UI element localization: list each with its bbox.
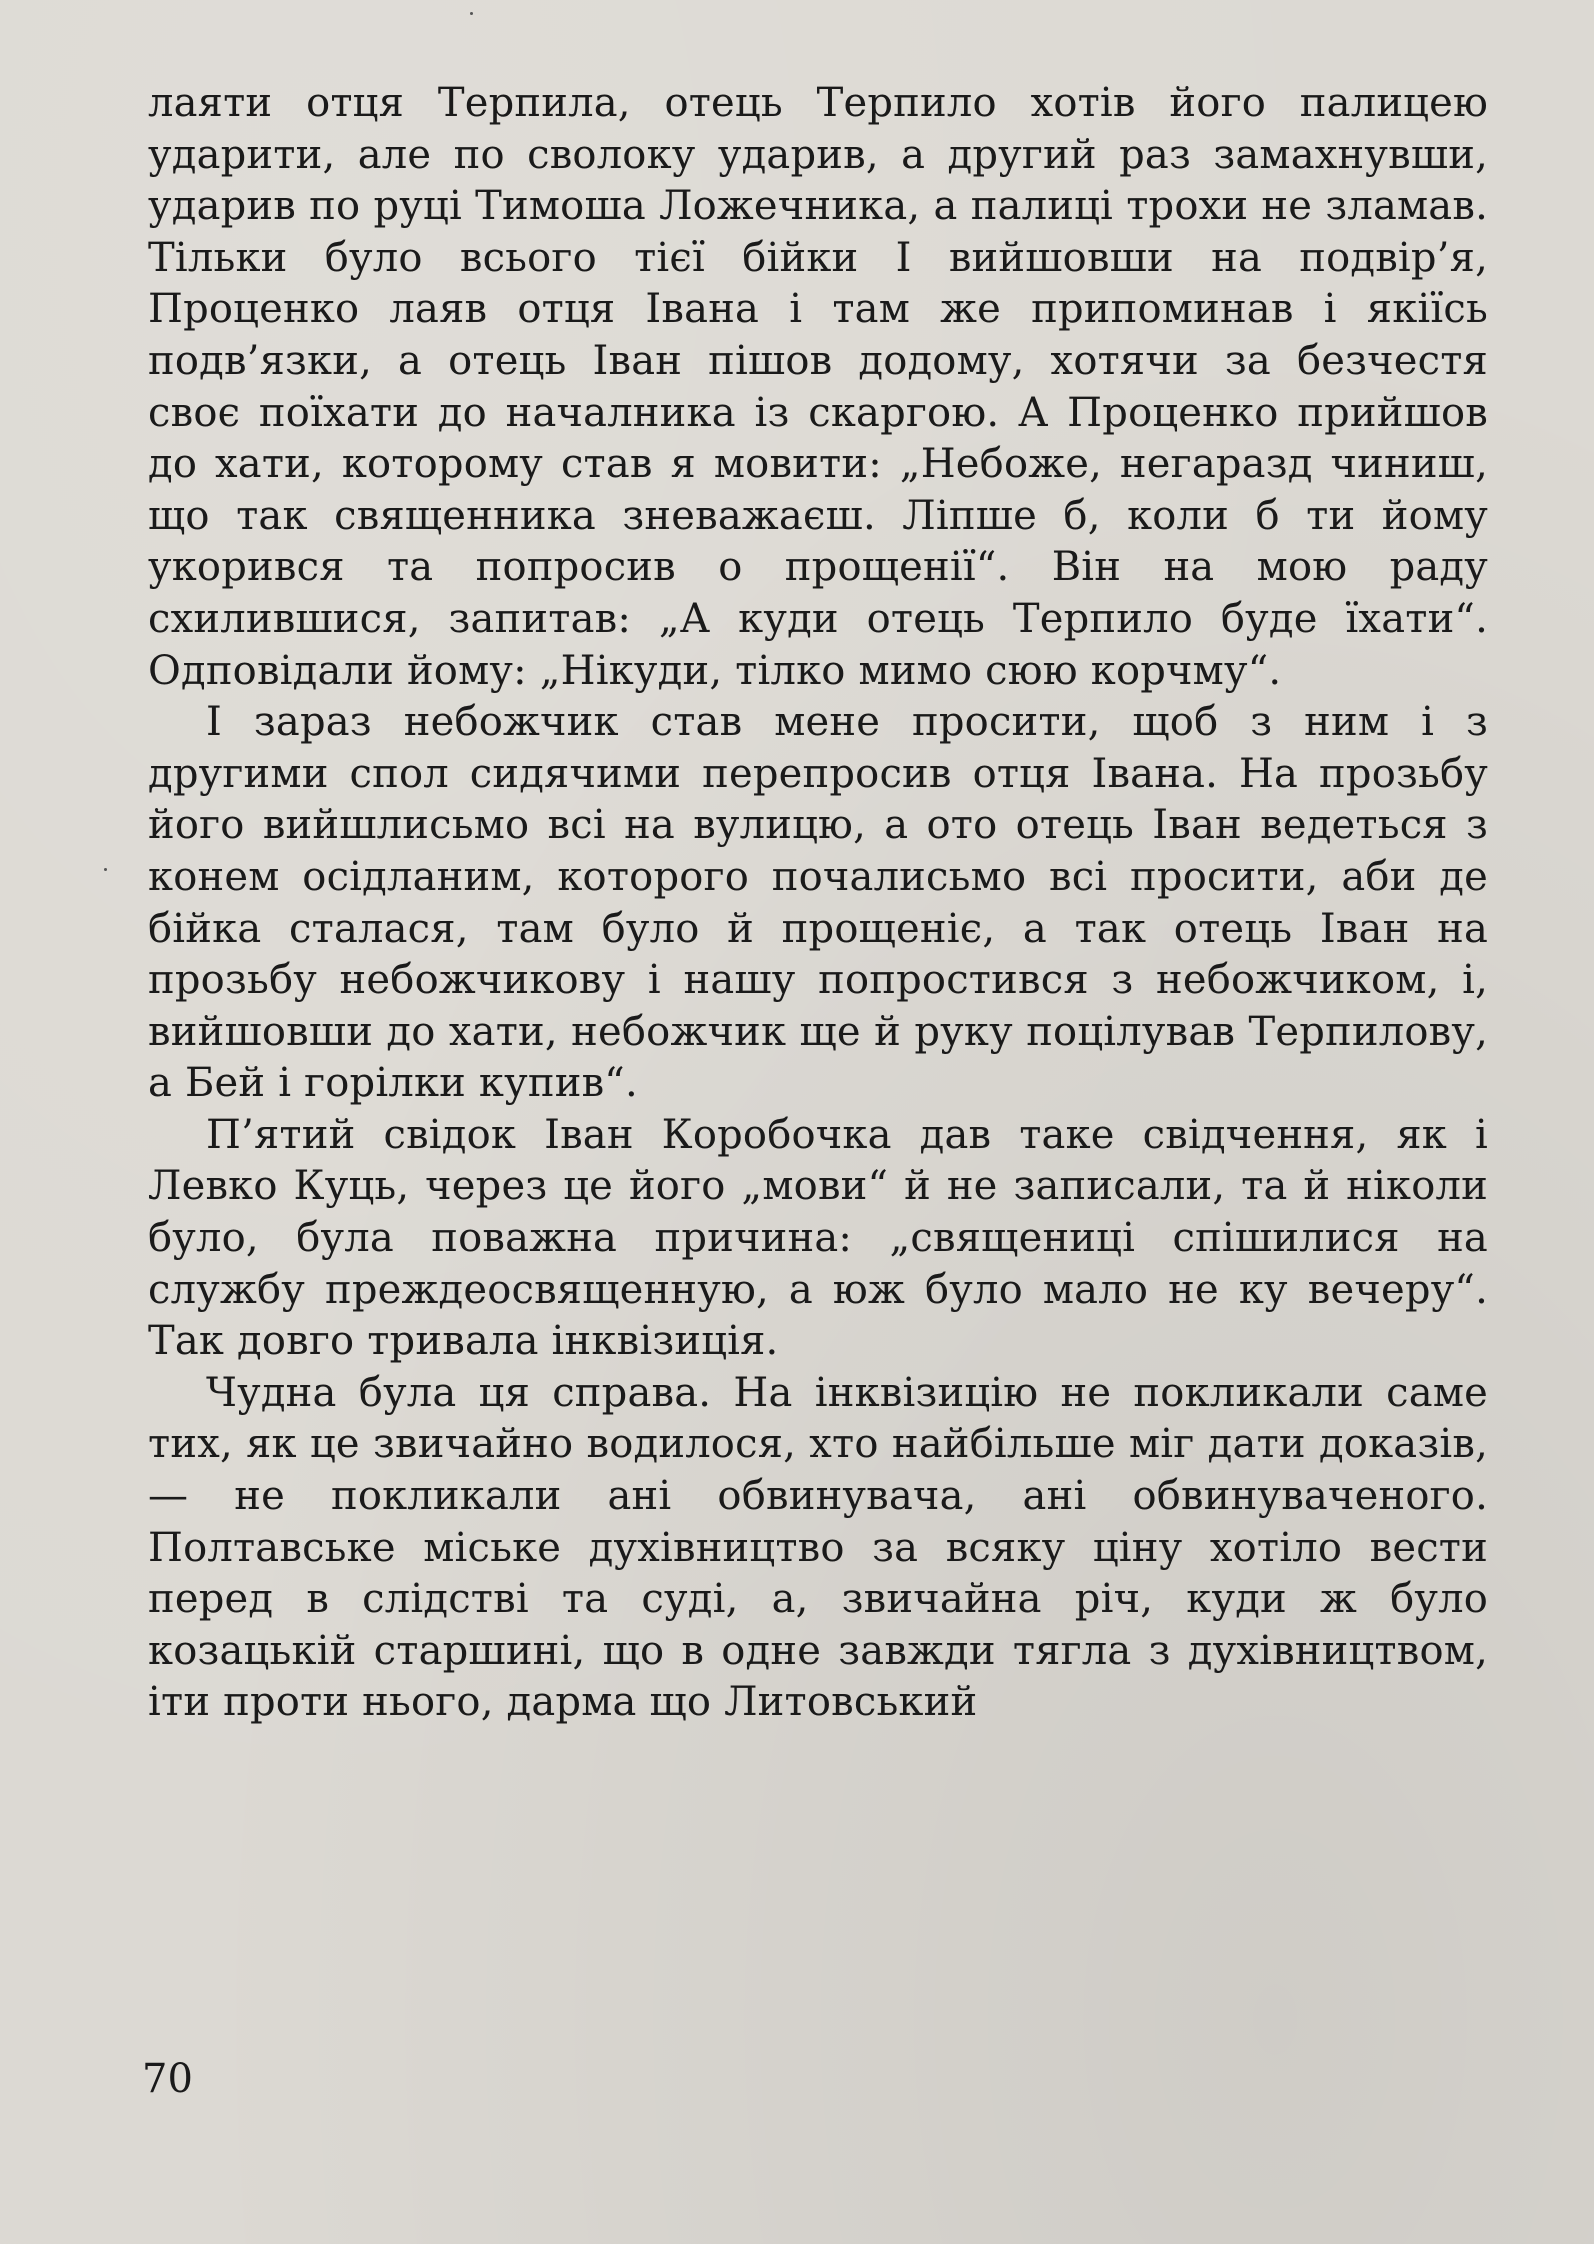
page-number: 70 [142, 2056, 193, 2102]
print-speck [470, 12, 473, 15]
paragraph: П’ятий свідок Іван Коробочка дав таке свідчення, як і Левко Куць, через це його „мови“ й не записали, та й ніколи було, була поважна причина: „священиці спішилися на службу преждеосвященную, а юж було мало не ку вечеру“. Так довго тривала інквізиція. [148, 1111, 1488, 1365]
print-speck [104, 868, 107, 871]
paragraph: І зараз небожчик став мене просити, щоб з ним і з другими спол сидячими перепросив отця Івана. На прозьбу його вийшлисьмо всі на вулицю, а ото отець Іван ведеться з конем осідланим, которого почалисьмо всі просити, аби де бійка сталася, там було й прощеніє, а так отець Іван на прозьбу небожчикову і нашу попростився з небожчиком, і, вийшовши до хати, небожчик ще й руку поцілував Терпилову, а Бей і горілки купив“. [148, 699, 1488, 1107]
paragraph: Чудна була ця справа. На інквізицію не покликали саме тих, як це звичайно водилося, хто найбільше міг дати доказів, — не покликали ані обвинувача, ані обвинуваченого. Полтавське міське духівництво за всяку ціну хотіло вести перед в слідстві та суді, а, звичайна річ, куди ж було козацькій старшині, що в одне завжди тягла з духівництвом, іти проти нього, дарма що Литовський [148, 1369, 1488, 1726]
body-text [148, 78, 1488, 1729]
paragraph-continued: лаяти отця Терпила, отець Терпило хотів його палицею ударити, але по сволоку ударив, а другий раз замахнувши, ударив по руці Тимоша Ложечника, а палиці трохи не зламав. Тільки було всього тієї бійки І вийшовши на подвір’я, Проценко лаяв отця Івана і там же припоминав і якіїсь подв’язки, а отець Іван пішов додому, хотячи за безчестя своє поїхати до началника із скаргою. А Проценко прийшов до хати, которому став я мовити: „Небоже, негаразд чиниш, що так священника зневажаєш. Ліпше б, коли б ти йому укорився та попросив о прощенії“. Він на мою раду схилившися, запитав: „А куди отець Терпило буде їхати“. Одповідали йому: „Нікуди, тілко мимо сюю корчму“. [148, 80, 1488, 694]
